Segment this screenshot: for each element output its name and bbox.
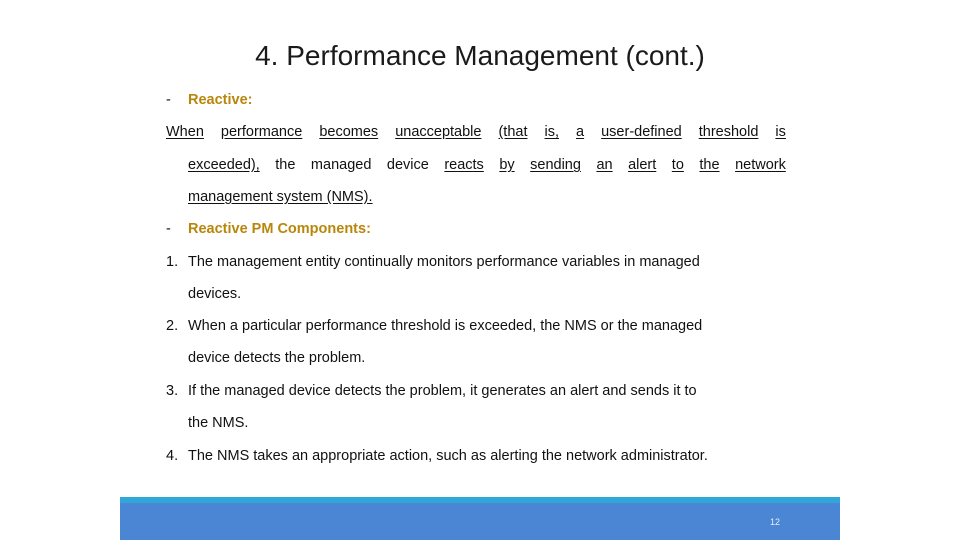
definition-word: network — [735, 157, 786, 173]
definition-word: threshold — [698, 124, 759, 140]
definition-word: alert — [628, 157, 657, 173]
definition-word: is — [775, 124, 786, 140]
definition-word: When — [166, 124, 204, 140]
definition-word: user-defined — [601, 124, 682, 140]
item-text: The management entity continually monitors performance variables in managed — [188, 254, 700, 270]
item-text: When a particular performance threshold is exceeded, the NMS or the managed — [188, 318, 703, 334]
list-item — [166, 383, 786, 399]
bullet-dash: - — [166, 92, 171, 108]
slide-title: 4. Performance Management (cont.) — [255, 40, 705, 71]
list-item-continuation: device detects the problem. — [188, 350, 366, 366]
definition-word: performance — [220, 124, 303, 140]
list-item — [166, 318, 786, 334]
item-text: If the managed device detects the problem, it generates an alert and sends it to — [188, 383, 697, 399]
definition-word: unacceptable — [395, 124, 482, 140]
list-item — [166, 448, 786, 464]
list-item-continuation: devices. — [188, 286, 242, 302]
definition-word: the — [275, 157, 296, 173]
definition-word: managed — [310, 157, 372, 173]
definition-word: a — [576, 124, 585, 140]
page-number: 12 — [769, 517, 780, 527]
definition-word: to — [671, 157, 684, 173]
definition-word: is, — [544, 124, 559, 140]
components-heading-row — [166, 221, 371, 237]
item-number: 4. — [166, 448, 179, 464]
item-text: The NMS takes an appropriate action, such as alerting the network administrator. — [188, 448, 708, 464]
list-item-continuation: the NMS. — [188, 415, 249, 431]
definition-word: (that — [498, 124, 528, 140]
definition-word: becomes — [319, 124, 379, 140]
footer-bar — [120, 503, 840, 540]
item-number: 3. — [166, 383, 179, 399]
definition-line-2 — [188, 157, 786, 173]
definition-word: exceeded), — [188, 157, 260, 173]
definition-word: reacts — [444, 157, 484, 173]
item-number: 2. — [166, 318, 179, 334]
definition-line-3 — [188, 189, 786, 205]
definition-word: sending — [530, 157, 581, 173]
bullet-dash: - — [166, 221, 171, 237]
definition-line-1 — [166, 124, 786, 140]
item-number: 1. — [166, 254, 179, 270]
definition-text: management system (NMS). — [188, 189, 373, 205]
definition-word: by — [499, 157, 515, 173]
definition-word: device — [386, 157, 429, 173]
components-heading: Reactive PM Components: — [188, 221, 371, 237]
reactive-heading: Reactive: — [188, 92, 253, 108]
list-item — [166, 254, 786, 270]
definition-word: the — [699, 157, 720, 173]
reactive-heading-row — [166, 92, 252, 108]
definition-word: an — [596, 157, 613, 173]
